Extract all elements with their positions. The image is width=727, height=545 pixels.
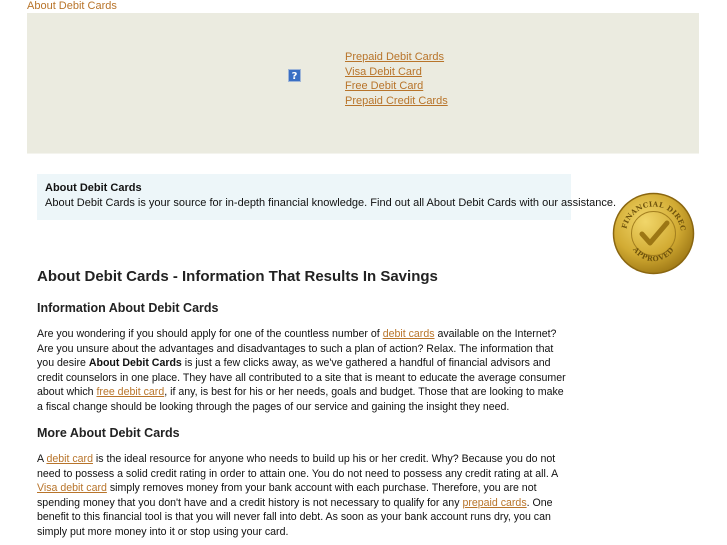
approved-seal-icon — [612, 192, 695, 275]
link-prepaid-cards[interactable]: prepaid cards — [462, 496, 527, 509]
nav-link-prepaid-credit-cards[interactable]: Prepaid Credit Cards — [345, 94, 448, 107]
header-divider — [27, 153, 699, 154]
link-debit-cards[interactable]: debit cards — [382, 328, 435, 340]
section-heading-more: More About Debit Cards — [37, 426, 180, 440]
link-debit-card[interactable]: debit card — [46, 453, 93, 465]
main-content — [37, 266, 567, 539]
nav-link-prepaid-debit-cards[interactable]: Prepaid Debit Cards — [345, 51, 445, 63]
approved-seal-badge — [612, 192, 695, 275]
seal-top-text: FINANCIAL DIREC — [619, 199, 688, 232]
intro-title: About Debit Cards — [45, 182, 142, 194]
intro-box — [37, 174, 617, 220]
section-heading-information: Information About Debit Cards — [37, 301, 219, 315]
nav-link-free-debit-card[interactable]: Free Debit Card — [345, 80, 424, 92]
seal-bottom-text: APPROVED — [631, 245, 676, 264]
intro-text: About Debit Cards is your source for in-depth financial knowledge. Find out all About Debit Cards with our assistance. — [45, 197, 617, 209]
nav-link-visa-debit-card[interactable]: Visa Debit Card — [345, 65, 422, 78]
header-nav-links — [345, 50, 448, 108]
page-title: About Debit Cards - Information That Results In Savings — [37, 268, 438, 285]
link-visa-debit-card[interactable]: Visa debit card — [37, 482, 107, 494]
broken-image-icon: ? — [288, 69, 301, 82]
link-free-debit-card[interactable]: free debit card — [96, 386, 165, 398]
section-paragraph-more: A debit card is the ideal resource for anyone who needs to build up his or her credit. Why? Because you do not need to possess a solid credit rating in order to attain one. You do not need to possess any credit rating at all. A Visa debit card simply removes money from your bank account with each purchase. Therefore, you are not spending money that you don't have and a credit history is not necessary to qualify for any prepaid cards. One benefit to this financial tool is that you will never fall into debt. As soon as your bank account runs dry, you can simply put more money into it or stop using your card. — [37, 453, 558, 538]
top-site-link[interactable]: About Debit Cards — [27, 0, 117, 12]
section-paragraph-information: Are you wondering if you should apply for one of the countless number of debit cards available on the Internet? Are you unsure about the advantages and disadvantages to such a plan of action? Relax. The information that you desire About Debit Cards is just a few clicks away, as we've gathered a handful of financial advisors and credit counselors in one place. They have all contributed to a site that is meant to educate the average consumer about which free debit card, if any, is best for his or her needs, goals and budget. Those that are looking to make a fiscal change should be looking through the pages of our service and gaining the insight they need. — [37, 328, 566, 413]
